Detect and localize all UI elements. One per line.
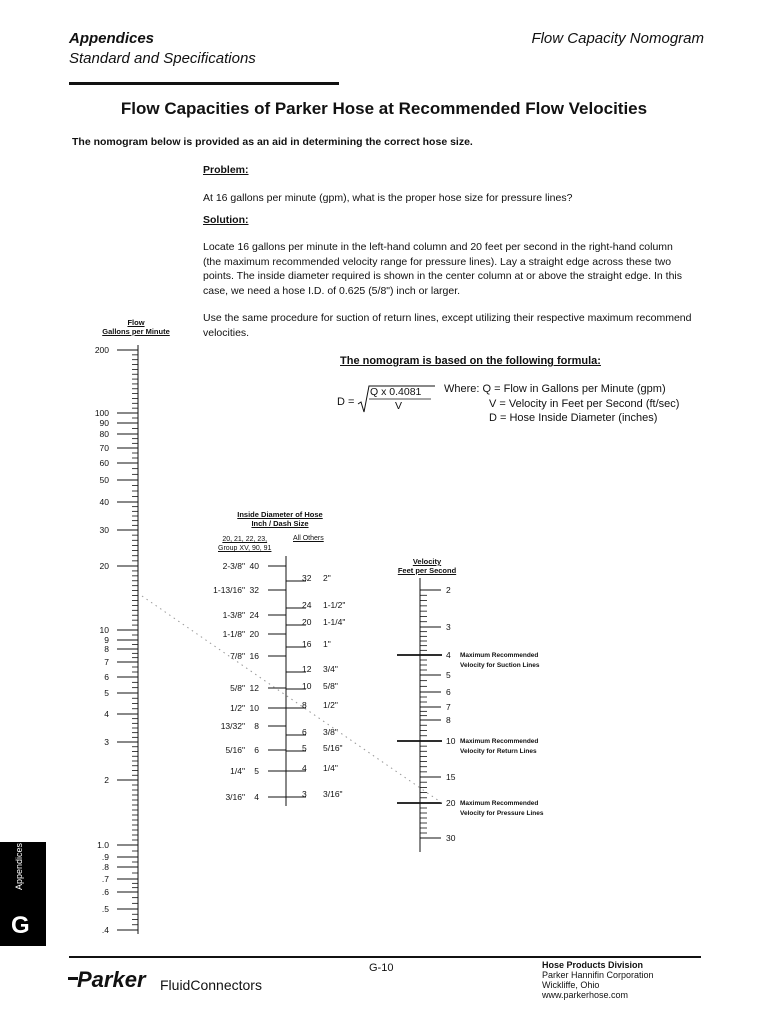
page-title: Flow Capacities of Parker Hose at Recommended Flow Velocities: [120, 99, 648, 118]
solution-text-2: Use the same procedure for suction of return lines, except utilizing their respective maximum recommend velocities.: [203, 312, 692, 339]
where-v: V = Velocity in Feet per Second (ft/sec): [489, 397, 680, 410]
diameter-left-dash: 5: [254, 766, 259, 776]
flow-tick-label: 50: [99, 475, 109, 485]
problem-text: At 16 gallons per minute (gpm), what is the proper hose size for pressure lines?: [203, 192, 573, 204]
diameter-left-dash: 12: [249, 683, 259, 693]
diameter-others-head: All Others: [293, 535, 324, 542]
max-velocity-note: Maximum Recommended: [460, 800, 539, 807]
diameter-left-dash: 20: [249, 629, 259, 639]
diameter-left-inch: 13/32": [220, 721, 245, 731]
diameter-left-dash: 24: [249, 610, 259, 620]
diameter-right-dash: 3: [302, 789, 307, 799]
diameter-left-dash: 16: [249, 651, 259, 661]
flow-tick-label: .6: [101, 887, 109, 897]
diameter-left-dash: 40: [249, 561, 259, 571]
diameter-left-dash: 6: [254, 745, 259, 755]
flow-tick-label: 30: [99, 525, 109, 535]
diameter-left-inch: 1-13/16": [213, 585, 245, 595]
footer-url: www.parkerhose.com: [542, 990, 629, 1000]
flow-tick-label: .9: [101, 852, 109, 862]
max-velocity-note: Velocity for Suction Lines: [460, 662, 540, 669]
where-q: Where: Q = Flow in Gallons per Minute (gpm): [444, 383, 666, 395]
header-topic: Flow Capacity Nomogram: [531, 30, 704, 47]
max-velocity-note: Velocity for Pressure Lines: [460, 810, 544, 817]
diameter-right-inch: 3/16": [323, 789, 343, 799]
diameter-right-dash: 5: [302, 743, 307, 753]
header-subsection: Standard and Specifications: [69, 50, 256, 67]
velocity-tick-label: 2: [446, 585, 451, 595]
diameter-left-inch: 2-3/8": [222, 561, 245, 571]
velocity-tick-label: 5: [446, 670, 451, 680]
diameter-right-inch: 1/2": [323, 700, 338, 710]
header-section: Appendices: [69, 30, 155, 47]
flow-tick-label: 6: [104, 672, 109, 682]
flow-tick-label: 100: [94, 408, 109, 418]
diameter-left-inch: 3/16": [225, 792, 245, 802]
velocity-tick-label: 15: [446, 772, 456, 782]
diameter-right-inch: 5/8": [323, 681, 338, 691]
velocity-tick-label: 7: [446, 702, 451, 712]
max-velocity-note: Maximum Recommended: [460, 652, 539, 659]
side-tab-letter: G: [11, 912, 30, 939]
side-tab: [0, 842, 46, 946]
velocity-tick-label: 3: [446, 622, 451, 632]
footer-rule: [69, 956, 701, 958]
where-d: D = Hose Inside Diameter (inches): [489, 412, 658, 424]
diameter-group-head: 20, 21, 22, 23, Group XV, 90, 91: [218, 536, 272, 552]
diameter-right-dash: 20: [302, 617, 312, 627]
flow-tick-label: .8: [101, 862, 109, 872]
side-tab-label: Appendices: [14, 842, 24, 890]
formula-numerator: Q x 0.4081: [370, 386, 422, 398]
flow-tick-label: 3: [104, 737, 109, 747]
flow-tick-label: 2: [104, 775, 109, 785]
flow-heading: Flow Gallons per Minute: [102, 318, 170, 336]
intro-text: The nomogram below is provided as an aid in determining the correct hose size.: [72, 136, 473, 148]
velocity-tick-label: 4: [446, 650, 451, 660]
solution-text: Locate 16 gallons per minute in the left-hand column and 20 feet per second in the right-hand column (the maximum recommended velocity range for pressure lines). Lay a straight edge across these two points. The inside diameter required is shown in the center column at or above the straight edge. In this case, we need a hose I.D. of 0.625 (5/8") inch or larger.: [203, 241, 682, 297]
diameter-left-inch: 1-1/8": [222, 629, 245, 639]
diameter-right-dash: 6: [302, 727, 307, 737]
flow-tick-label: 80: [99, 429, 109, 439]
footer-division: Hose Products Division: [542, 960, 644, 970]
diameter-left-inch: 5/8": [230, 683, 245, 693]
flow-tick-label: 60: [99, 458, 109, 468]
diameter-right-inch: 1/4": [323, 763, 338, 773]
product-name: FluidConnectors: [160, 977, 262, 993]
flow-tick-label: 40: [99, 497, 109, 507]
flow-tick-label: 1.0: [97, 840, 109, 850]
flow-tick-label: .7: [101, 874, 109, 884]
diameter-left-dash: 4: [254, 792, 259, 802]
velocity-tick-label: 30: [446, 833, 456, 843]
diameter-right-dash: 8: [302, 700, 307, 710]
flow-tick-label: 7: [104, 657, 109, 667]
diameter-right-inch: 2": [323, 573, 331, 583]
max-velocity-note: Maximum Recommended: [460, 738, 539, 745]
diameter-left-dash: 10: [249, 703, 259, 713]
parker-logo: [68, 964, 160, 999]
velocity-tick-label: 10: [446, 736, 456, 746]
flow-tick-label: .5: [101, 904, 109, 914]
flow-tick-label: 9: [104, 635, 109, 645]
diameter-left-dash: 8: [254, 721, 259, 731]
diameter-right-inch: 1-1/2": [323, 600, 346, 610]
diameter-right-dash: 24: [302, 600, 312, 610]
example-straight-edge: [142, 596, 442, 803]
solution-heading: Solution:: [203, 214, 249, 226]
formula-denominator: V: [395, 400, 403, 412]
diameter-right-inch: 3/4": [323, 664, 338, 674]
footer-company: Parker Hannifin Corporation: [542, 970, 654, 980]
footer-contact: [542, 960, 654, 1000]
diameter-left-inch: 5/16": [225, 745, 245, 755]
diameter-left-inch: 1-3/8": [222, 610, 245, 620]
diameter-right-dash: 12: [302, 664, 312, 674]
diameter-right-inch: 1-1/4": [323, 617, 346, 627]
problem-heading: Problem:: [203, 164, 249, 176]
diameter-heading: Inside Diameter of Hose Inch / Dash Size: [237, 510, 323, 528]
diameter-right-dash: 4: [302, 763, 307, 773]
diameter-left-inch: 7/8": [230, 651, 245, 661]
diameter-right-inch: 1": [323, 639, 331, 649]
velocity-tick-label: 20: [446, 798, 456, 808]
flow-tick-label: 200: [94, 345, 109, 355]
diameter-left-inch: 1/2": [230, 703, 245, 713]
logo-text: Parker: [77, 967, 146, 992]
formula-lhs: D =: [337, 396, 355, 408]
diameter-left-dash: 32: [249, 585, 259, 595]
velocity-tick-label: 6: [446, 687, 451, 697]
page-number: G-10: [369, 962, 394, 974]
footer-city: Wickliffe, Ohio: [542, 980, 600, 990]
velocity-heading: Velocity Feet per Second: [397, 557, 457, 575]
diameter-right-dash: 16: [302, 639, 312, 649]
flow-tick-label: 5: [104, 688, 109, 698]
flow-tick-label: 90: [99, 418, 109, 428]
max-velocity-note: Velocity for Return Lines: [460, 748, 537, 755]
diameter-right-dash: 10: [302, 681, 312, 691]
flow-tick-label: 8: [104, 644, 109, 654]
flow-tick-label: .4: [101, 925, 109, 935]
diameter-right-inch: 5/16": [323, 743, 343, 753]
flow-tick-label: 70: [99, 443, 109, 453]
velocity-tick-label: 8: [446, 715, 451, 725]
formula-heading: The nomogram is based on the following formula:: [340, 355, 601, 367]
flow-tick-label: 4: [104, 709, 109, 719]
diameter-right-inch: 3/8": [323, 727, 338, 737]
flow-tick-label: 20: [99, 561, 109, 571]
flow-tick-label: 10: [99, 625, 109, 635]
diameter-right-dash: 32: [302, 573, 312, 583]
diameter-left-inch: 1/4": [230, 766, 245, 776]
